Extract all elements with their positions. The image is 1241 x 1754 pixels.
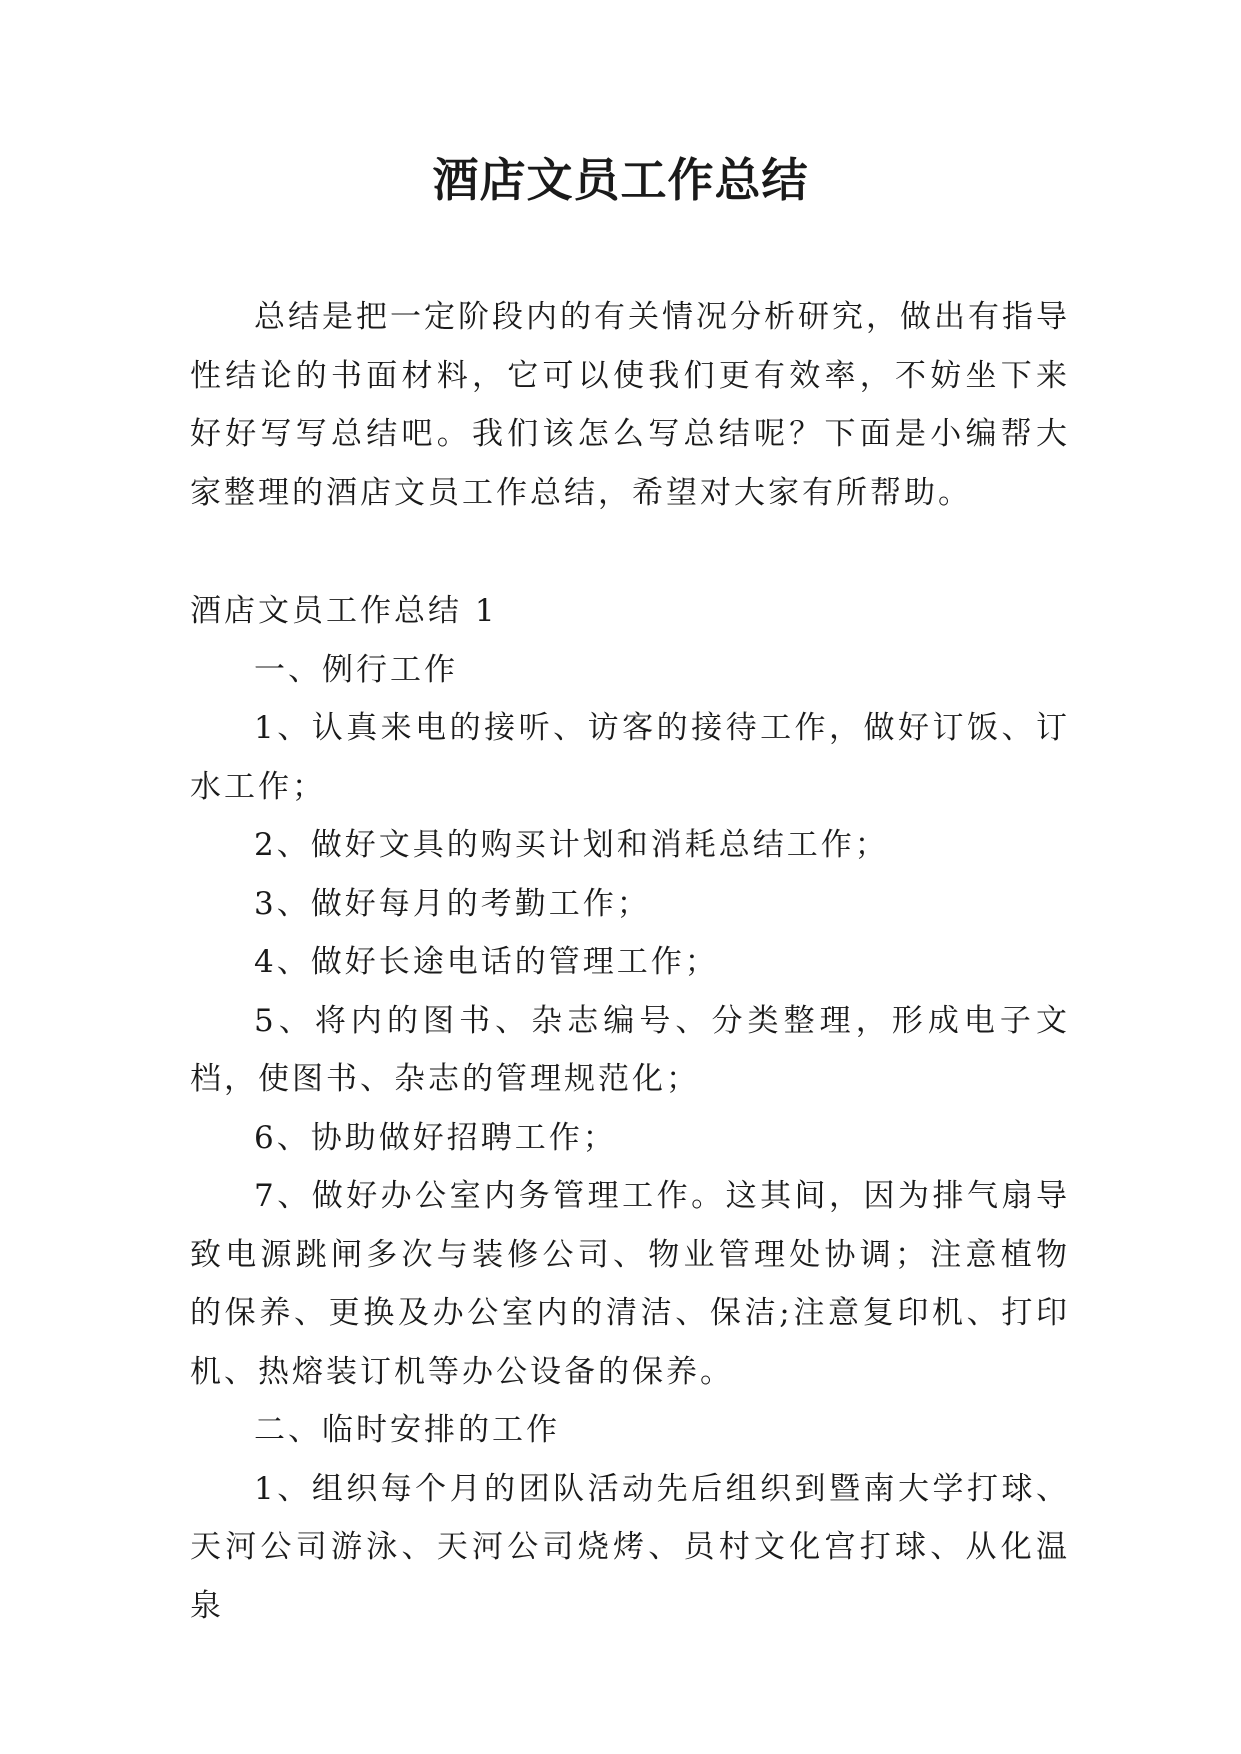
list-item: 7、做好办公室内务管理工作。这其间，因为排气扇导致电源跳闸多次与装修公司、物业管理处协调；注意植物的保养、更换及办公室内的清洁、保洁;注意复印机、打印机、热熔装订机等办公设备的保养。 <box>190 1178 1070 1390</box>
list-item: 4、做好长途电话的管理工作； <box>254 944 719 980</box>
list-item: 2、做好文具的购买计划和消耗总结工作； <box>254 827 889 863</box>
list-item: 3、做好每月的考勤工作； <box>254 885 651 922</box>
list-item: 1、认真来电的接听、访客的接待工作，做好订饭、订水工作； <box>190 710 1070 805</box>
list-item: 6、协助做好招聘工作； <box>254 1119 617 1156</box>
part2-heading: 二、临时安排的工作 <box>254 1412 560 1448</box>
part1-heading: 一、例行工作 <box>254 651 458 688</box>
document-title: 酒店文员工作总结 <box>432 153 809 207</box>
intro-paragraph: 总结是把一定阶段内的有关情况分析研究，做出有指导性结论的书面材料，它可以使我们更有效率，不妨坐下来好好写写总结吧。我们该怎么写总结呢？下面是小编帮大家整理的酒店文员工作总结，希望对大家有所帮助。 <box>190 299 1070 511</box>
section-1 <box>190 582 1070 1635</box>
section-heading: 酒店文员工作总结 1 <box>190 593 498 629</box>
list-item: 1、组织每个月的团队活动先后组织到暨南大学打球、天河公司游泳、天河公司烧烤、员村文化宫打球、从化温泉 <box>190 1470 1070 1624</box>
intro-block <box>190 288 1070 522</box>
list-item: 5、将内的图书、杂志编号、分类整理，形成电子文档，使图书、杂志的管理规范化； <box>190 1002 1070 1097</box>
